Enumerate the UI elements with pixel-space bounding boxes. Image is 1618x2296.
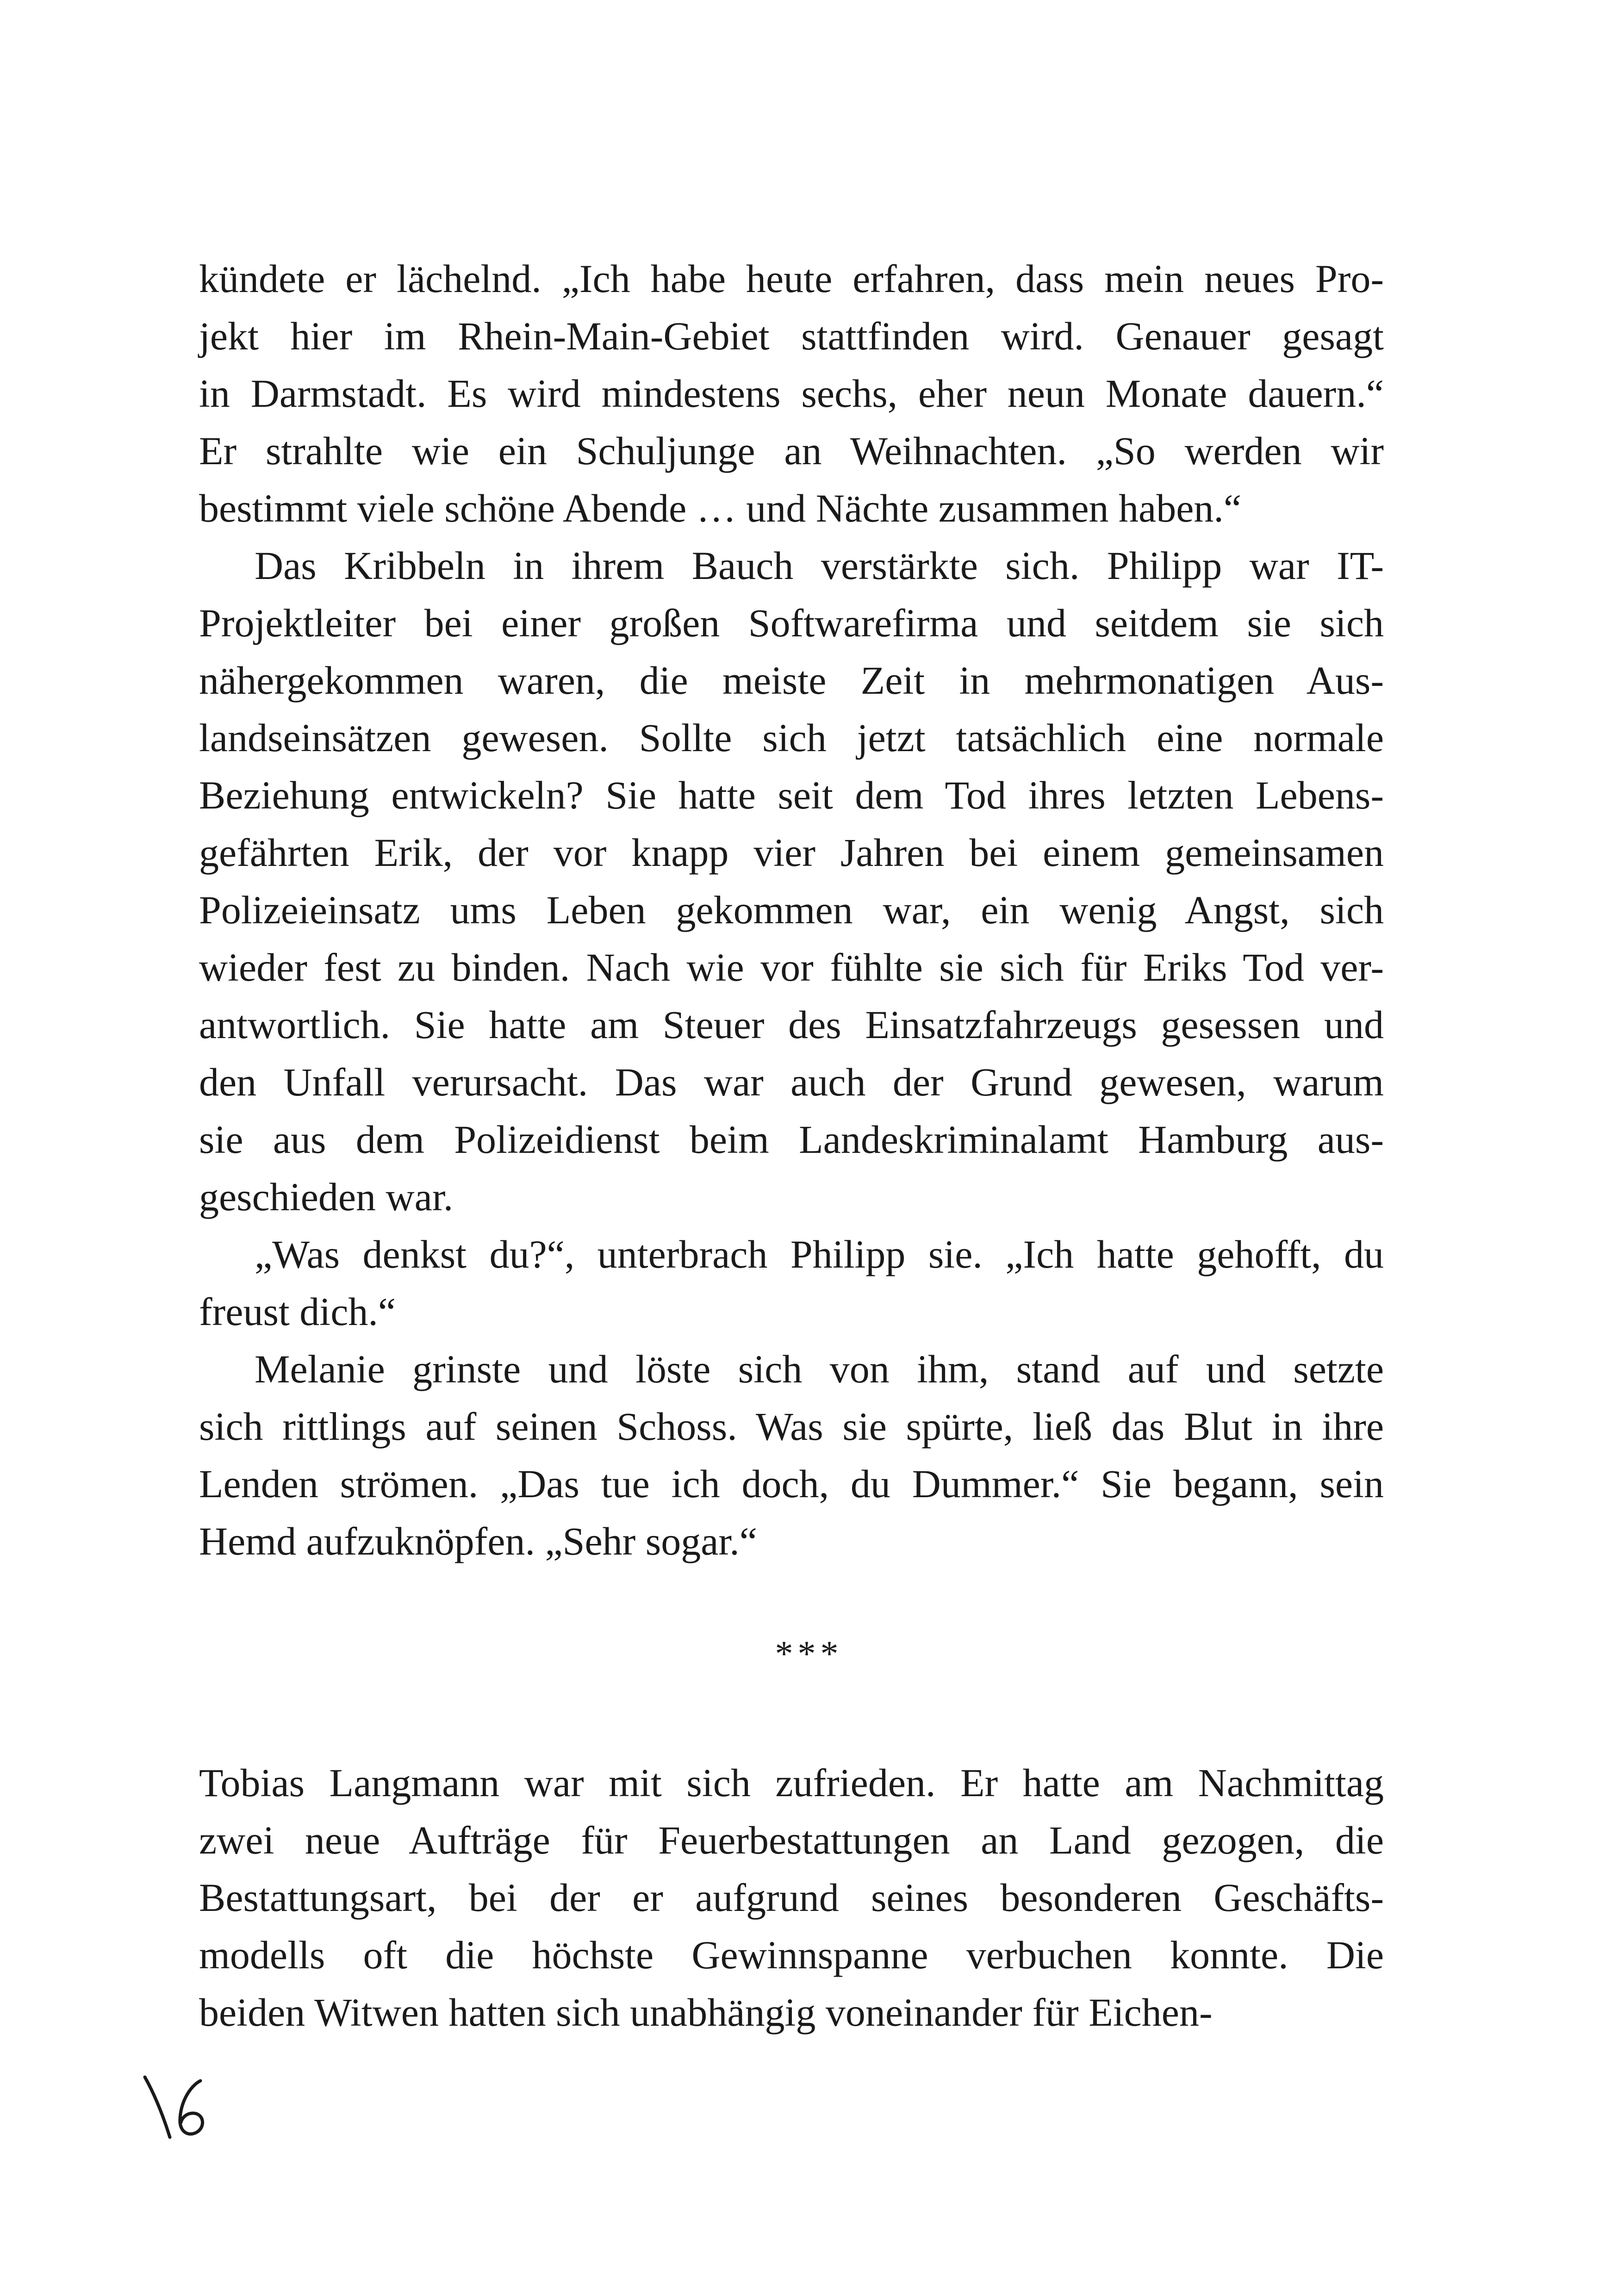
separator-asterisks: *** — [775, 1633, 843, 1674]
text-line: landseinsätzen gewesen. Sollte sich jetzt tatsächlich eine normale — [199, 716, 1384, 760]
text-line: Er strahlte wie ein Schuljunge an Weihnachten. „So werden wir — [199, 429, 1384, 473]
text-line: in Darmstadt. Es wird mindestens sechs, eher neun Monate dauern.“ — [199, 371, 1384, 416]
text-line: bestimmt viele schöne Abende … und Nächte zusammen haben.“ — [199, 486, 1242, 530]
section-separator — [0, 1633, 1618, 1674]
body-text-bottom — [199, 1754, 1384, 2041]
text-line: Hemd aufzuknöpfen. „Sehr sogar.“ — [199, 1519, 757, 1563]
text-line: kündete er lächelnd. „Ich habe heute erfahren, dass mein neues Pro- — [199, 256, 1384, 301]
text-line: modells oft die höchste Gewinnspanne verbuchen konnte. Die — [199, 1933, 1384, 1977]
text-line: wieder fest zu binden. Nach wie vor fühlte sie sich für Eriks Tod ver- — [199, 945, 1384, 989]
text-line: beiden Witwen hatten sich unabhängig voneinander für Eichen- — [199, 1990, 1213, 2035]
text-line: Lenden strömen. „Das tue ich doch, du Dummer.“ Sie begann, sein — [199, 1462, 1384, 1506]
text-line: gefährten Erik, der vor knapp vier Jahren bei einem gemeinsamen — [199, 830, 1384, 875]
text-line: Tobias Langmann war mit sich zufrieden. Er hatte am Nachmittag — [199, 1761, 1384, 1805]
text-line: Polizeieinsatz ums Leben gekommen war, ein wenig Angst, sich — [199, 888, 1384, 932]
text-line: Projektleiter bei einer großen Softwarefirma und seitdem sie sich — [199, 601, 1384, 645]
body-text-top — [199, 250, 1384, 1570]
text-line: Das Kribbeln in ihrem Bauch verstärkte sich. Philipp war IT- — [255, 543, 1384, 588]
text-line: „Was denkst du?“, unterbrach Philipp sie. „Ich hatte gehofft, du — [255, 1232, 1384, 1276]
text-line: jekt hier im Rhein-Main-Gebiet stattfinden wird. Genauer gesagt — [199, 314, 1384, 358]
handwritten-page-number-icon — [141, 2072, 215, 2142]
text-line: nähergekommen waren, die meiste Zeit in mehrmonatigen Aus- — [199, 658, 1384, 703]
text-line: Beziehung entwickeln? Sie hatte seit dem Tod ihres letzten Lebens- — [199, 773, 1384, 817]
text-line: antwortlich. Sie hatte am Steuer des Einsatzfahrzeugs gesessen und — [199, 1002, 1384, 1047]
text-line: geschieden war. — [199, 1175, 454, 1219]
text-line: Bestattungsart, bei der er aufgrund seines besonderen Geschäfts- — [199, 1875, 1384, 1920]
text-line: sich rittlings auf seinen Schoss. Was sie spürte, ließ das Blut in ihre — [199, 1404, 1384, 1449]
text-line: freust dich.“ — [199, 1289, 396, 1334]
text-line: sie aus dem Polizeidienst beim Landeskriminalamt Hamburg aus- — [199, 1117, 1384, 1162]
page-number — [141, 2072, 215, 2142]
text-line: zwei neue Aufträge für Feuerbestattungen an Land gezogen, die — [199, 1818, 1384, 1862]
text-line: den Unfall verursacht. Das war auch der Grund gewesen, warum — [199, 1060, 1384, 1104]
text-line: Melanie grinste und löste sich von ihm, stand auf und setzte — [255, 1347, 1384, 1391]
